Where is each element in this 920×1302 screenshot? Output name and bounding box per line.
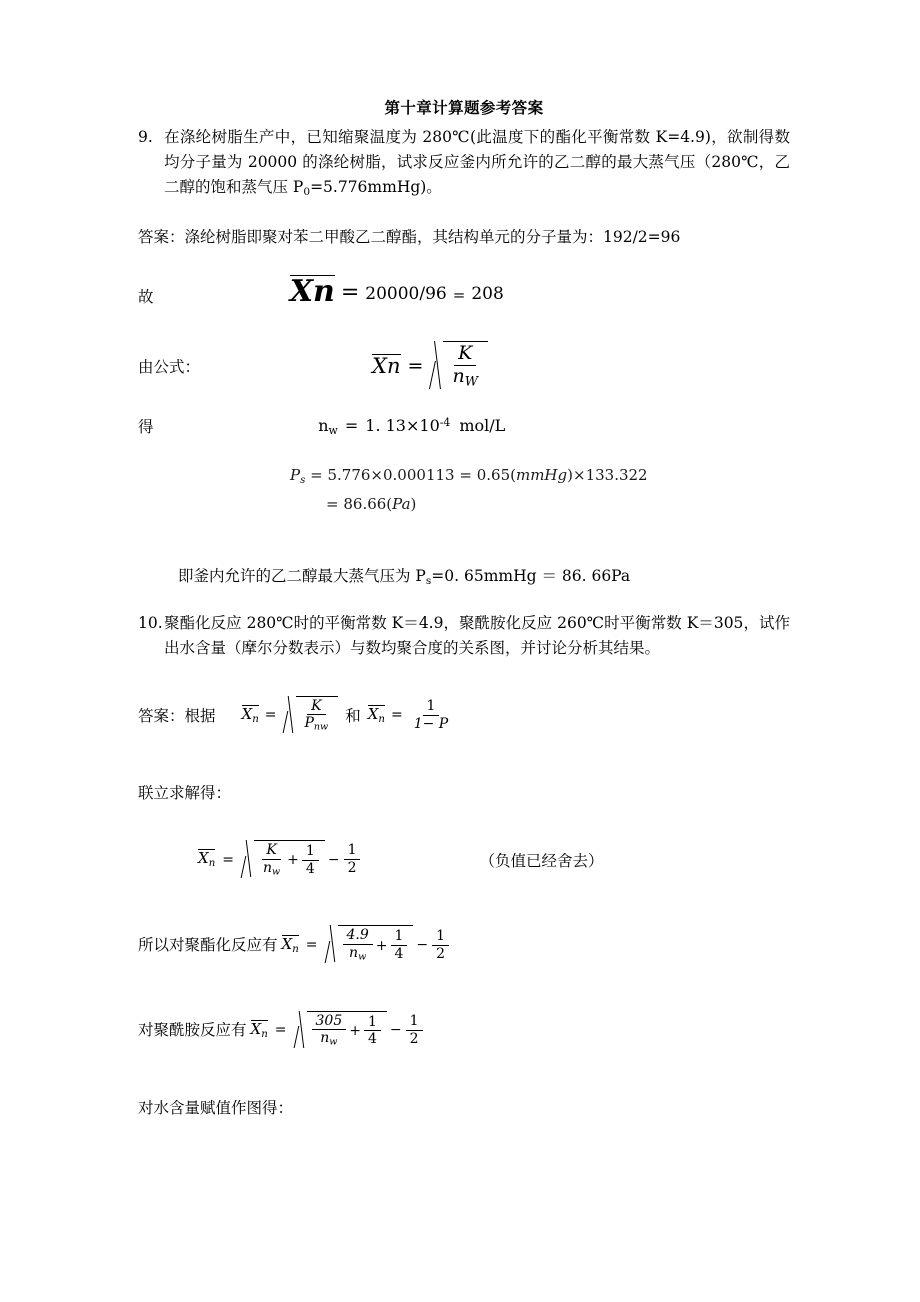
- equation-polyamidation: [138, 1011, 790, 1050]
- radical-sign-icon-5: [294, 1011, 307, 1050]
- ps-equals-1: =: [310, 465, 323, 484]
- equation-answer-10-formulas: [138, 696, 790, 735]
- plus-sign-ester: +: [375, 937, 388, 954]
- gu-label: 故: [138, 287, 154, 306]
- ps-subscript: s: [425, 575, 432, 588]
- page-title: 第十章计算题参考答案: [384, 98, 544, 117]
- fraction-denominator-s1: $n_w$: [262, 859, 281, 878]
- ps-variable: $P_s$: [290, 465, 306, 486]
- xn-overline-variable: Xn: [289, 273, 335, 309]
- sqrt-k-over-nw: [430, 341, 488, 391]
- xn-variable-f2: $X_n$: [367, 704, 385, 725]
- fraction-numerator-e1: 4.9: [343, 928, 373, 945]
- page-content: [138, 96, 790, 1121]
- ps-paren-close-2: ): [410, 494, 417, 513]
- plot-label: 对水含量赋值作图得：: [138, 1099, 294, 1117]
- question-10-number: 10.: [138, 614, 163, 633]
- xn-variable-ester: $X_n$: [281, 934, 299, 955]
- fraction-denominator-a1: $n_w$: [320, 1030, 338, 1049]
- fraction-numerator-s3: 1: [344, 843, 361, 860]
- plus-sign-amide: +: [349, 1022, 361, 1039]
- fraction-one-quarter-ester: [391, 929, 408, 961]
- minus-sign-amide: −: [389, 1022, 402, 1039]
- fraction-denominator-f2: 1− P: [413, 715, 449, 732]
- answer-9-line: 答案：涤纶树脂即聚对苯二甲酸乙二醇酯，其结构单元的分子量为：192/2=96: [138, 228, 681, 247]
- nw-unit: mol/L: [459, 415, 506, 435]
- ps-value-4: 133.322: [585, 465, 648, 484]
- xn-result-value: 208: [471, 283, 504, 304]
- radical-sign-icon-4: [325, 925, 338, 964]
- fraction-one-over-one-minus-p: [410, 699, 453, 731]
- fraction-one-quarter-amide: [364, 1015, 381, 1047]
- equals-sign-f1: =: [264, 707, 277, 724]
- equals-sign-ester: =: [305, 937, 318, 953]
- fraction-numerator: K: [454, 344, 476, 366]
- multiply-sign: ×: [405, 415, 420, 435]
- fraction-numerator-s2: 1: [302, 844, 319, 861]
- fraction-k-nw-solution: [259, 843, 284, 877]
- equation-xn-value: [138, 275, 790, 307]
- question-9: [138, 125, 790, 201]
- fraction-denominator-e2: 4: [394, 946, 404, 962]
- equation-ps-line1: [290, 461, 790, 490]
- question-10-text: 聚酯化反应 280℃时的平衡常数 K＝4.9，聚酰胺化反应 260℃时平衡常数 K＝305，试作出水含量（摩尔分数表示）与数均聚合度的关系图，并讨论分析其结果。: [164, 614, 790, 658]
- de-label: 得: [138, 417, 154, 436]
- formula-label: 由公式：: [138, 357, 201, 376]
- sqrt-305-nw-plus-quarter: [294, 1011, 387, 1050]
- equation-ps-block: [138, 461, 790, 519]
- radical-sign-icon-3: [241, 840, 254, 879]
- equation-esterification: [138, 925, 790, 964]
- fraction-numerator-f2: 1: [423, 699, 440, 716]
- minus-sign-ester: −: [416, 937, 429, 953]
- fraction-denominator-e3: 2: [436, 945, 446, 962]
- equals-sign-2: =: [452, 285, 466, 304]
- ps-unit-pa: Pa: [392, 494, 411, 513]
- equals-sign-solution: =: [222, 851, 234, 868]
- fraction-one-quarter-solution: [302, 844, 319, 876]
- fraction-numerator-e3: 1: [432, 929, 449, 946]
- fraction-denominator-s3: 2: [347, 860, 357, 877]
- xn-variable-solution: $X_n$: [198, 849, 216, 870]
- sqrt-k-nw-plus-quarter: [241, 840, 325, 879]
- radical-sign-icon-2: [283, 696, 296, 735]
- nw-variable: $n_w$: [318, 415, 338, 437]
- equals-sign-f2: =: [390, 707, 403, 724]
- xn-overline-variable-2: Xn: [372, 354, 401, 379]
- equals-sign-amide: =: [274, 1022, 287, 1039]
- esterification-label: 所以对聚酯化反应有: [138, 936, 278, 954]
- question-9-text: 在涤纶树脂生产中，已知缩聚温度为 280℃(此温度下的酯化平衡常数 K=4.9)，欲制得数均分子量为 20000 的涤纶树脂，试求反应釜内所允许的乙二醇的最大蒸气压（280℃，乙二醇的饱和蒸气压 $P_0=5.776mmHg$)。: [164, 128, 790, 199]
- polyamidation-label: 对聚酰胺反应有: [138, 1021, 247, 1040]
- ps-times-1: ×: [370, 465, 383, 484]
- nw-base: $10^{-4}$: [419, 415, 451, 435]
- equation-ps-line2: [290, 490, 790, 519]
- ps-result-value: 86.66(: [343, 494, 393, 513]
- ps-unit-mmhg: mmHg: [515, 465, 568, 484]
- negative-root-note: （负值已经舍去）: [479, 851, 604, 870]
- fraction-denominator-a3: 2: [409, 1030, 419, 1047]
- fraction-one-half-amide: [406, 1014, 423, 1046]
- p0-subscript: 0: [303, 186, 311, 199]
- fraction-denominator-s2: 4: [305, 860, 315, 877]
- question-9-number: 9.: [138, 128, 153, 147]
- fraction-numerator-f1: K: [307, 699, 325, 716]
- xn-variable-amide: $X_n$: [250, 1020, 268, 1040]
- conclusion-9: 即釜内允许的乙二醇最大蒸气压为 $P_s=0$. 65mmHg ＝ 86. 66Pa: [178, 567, 631, 588]
- fraction-numerator-a1: 305: [312, 1014, 347, 1031]
- solve-label: 联立求解得：: [138, 783, 232, 802]
- and-label: 和: [345, 707, 361, 726]
- ps-equals-3: =: [326, 494, 339, 513]
- fraction-denominator-e1: $n_w$: [349, 945, 367, 963]
- fraction-k-pnw: [301, 699, 333, 733]
- xn-numerator-expression: 20000/96: [365, 283, 447, 304]
- minus-sign-solution: −: [327, 851, 340, 868]
- question-10: [138, 611, 790, 661]
- equation-general-solution: [138, 840, 790, 879]
- fraction-numerator-a2: 1: [364, 1015, 381, 1032]
- sqrt-49-nw-plus-quarter: [325, 925, 414, 964]
- equals-sign-4: =: [344, 415, 359, 435]
- fraction-numerator-e2: 1: [391, 929, 408, 946]
- fraction-denominator: $n_W$: [452, 364, 478, 390]
- fraction-49-nw: [343, 928, 373, 962]
- ps-value-1: 5.776: [327, 465, 371, 484]
- fraction-one-half-ester: [432, 929, 449, 961]
- xn-variable-f1: $X_n$: [241, 704, 259, 725]
- fraction-k-nw: [448, 341, 482, 390]
- sqrt-k-over-p-nw: [283, 696, 339, 735]
- radical-sign-icon: [430, 341, 443, 391]
- equals-sign: =: [340, 279, 360, 305]
- equation-xn-sqrt-k-nw: [138, 341, 790, 391]
- plus-sign-solution: +: [287, 852, 299, 869]
- fraction-numerator-a3: 1: [406, 1014, 423, 1031]
- fraction-denominator-a2: 4: [367, 1031, 377, 1048]
- answer-10-label: 答案：根据: [138, 707, 216, 726]
- equals-sign-3: =: [407, 354, 424, 377]
- fraction-numerator-s1: K: [262, 843, 280, 860]
- ps-value-3: 0.65(: [476, 465, 516, 484]
- fraction-one-half-solution: [344, 843, 361, 875]
- equation-nw-value: [138, 415, 790, 437]
- fraction-denominator-f1: $P_{nw}$: [304, 715, 329, 733]
- nw-mantissa: 1. 13: [365, 415, 406, 435]
- ps-times-2: ×: [572, 465, 586, 484]
- ps-equals-2: =: [459, 465, 472, 484]
- fraction-305-nw: [312, 1014, 347, 1048]
- ps-value-2: 0.000113: [383, 465, 455, 484]
- ps-paren-close: ): [567, 465, 573, 484]
